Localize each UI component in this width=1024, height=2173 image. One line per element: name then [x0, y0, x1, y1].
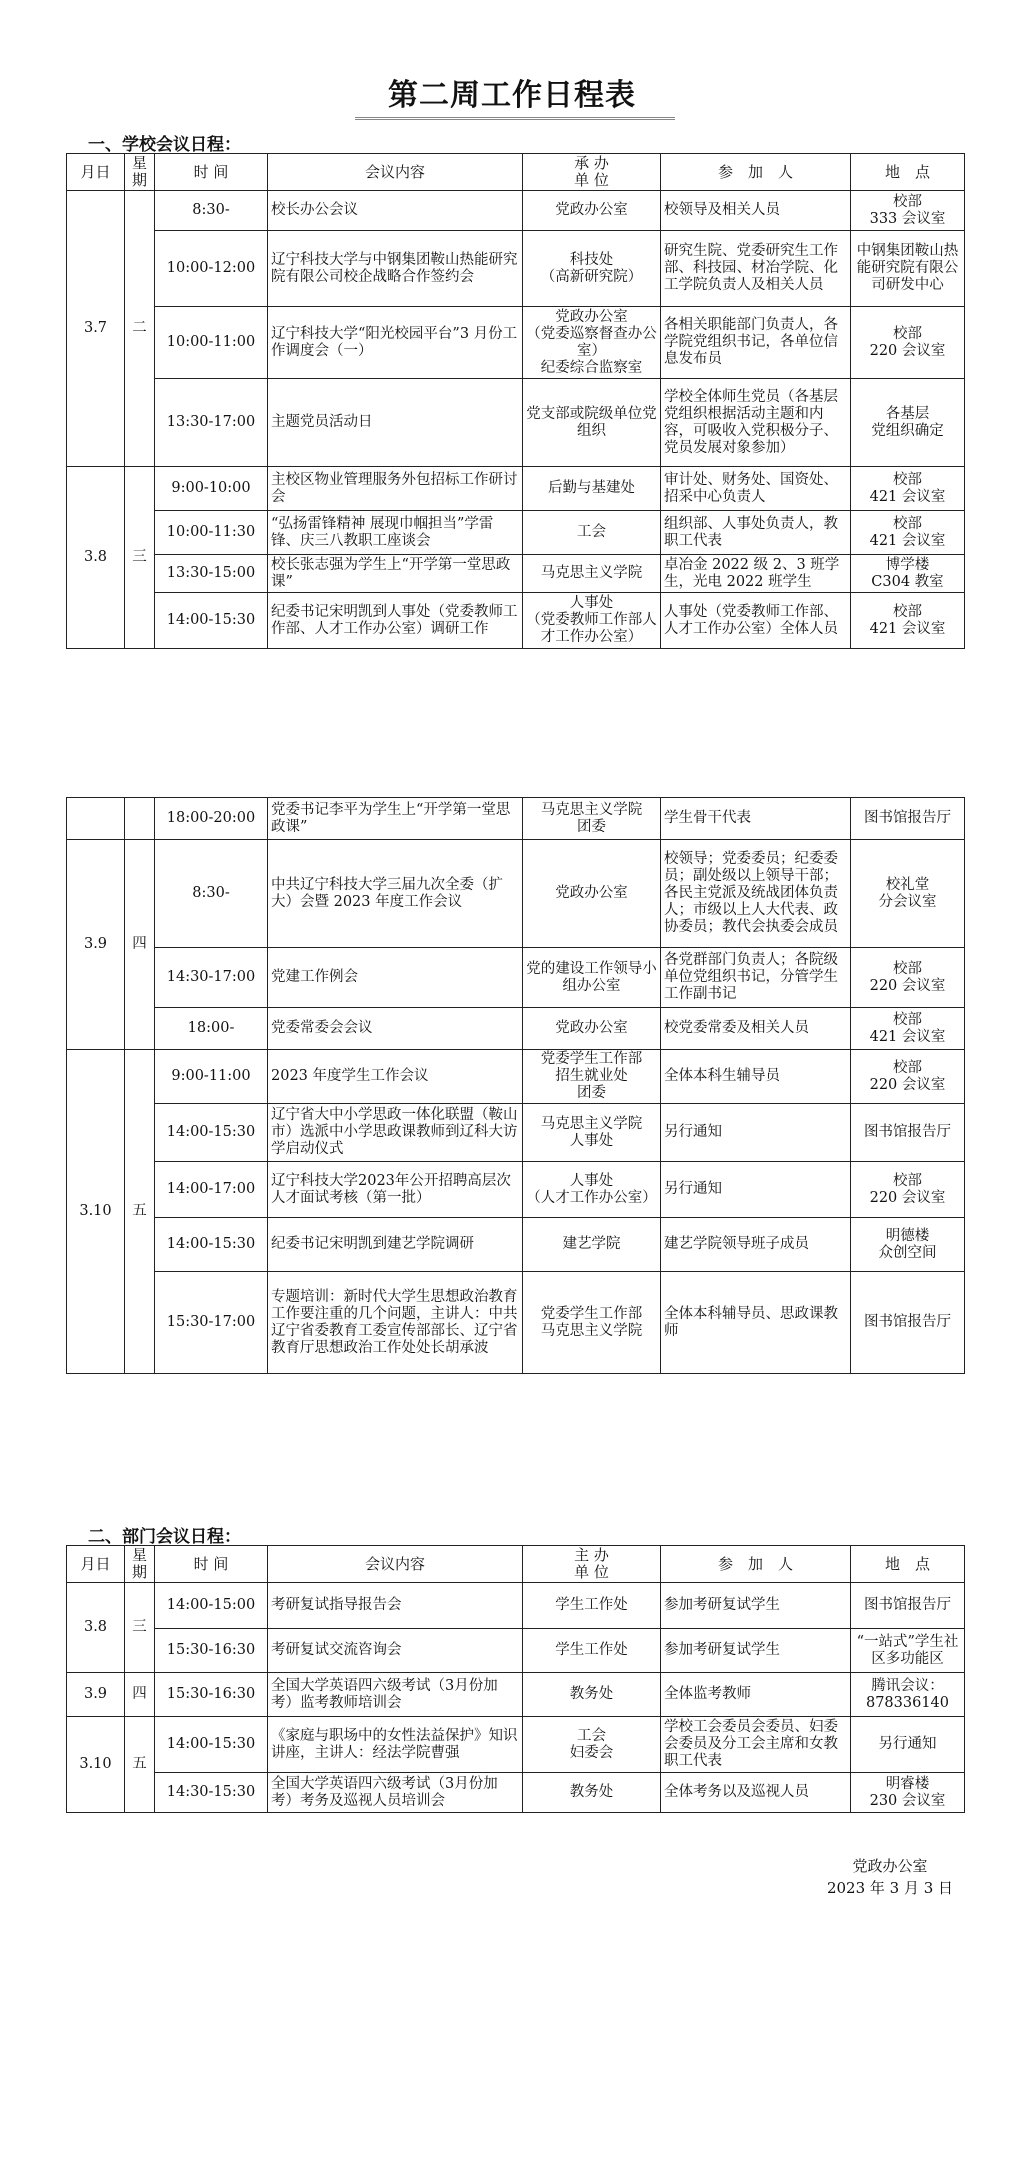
- department-meeting-table: [66, 1545, 965, 1813]
- meeting-content-cell: 辽宁科技大学与中钢集团鞍山热能研究院有限公司校企战略合作签约会: [268, 231, 523, 307]
- location-cell: 校部 421 会议室: [851, 1008, 965, 1050]
- table-header-row: [67, 1546, 965, 1583]
- date-cell: 3.8: [67, 467, 125, 649]
- meeting-content-cell: 中共辽宁科技大学三届九次全委（扩大）会暨 2023 年度工作会议: [268, 840, 523, 948]
- attendees-cell: 卓冶金 2022 级 2、3 班学生，光电 2022 班学生: [661, 555, 851, 593]
- meeting-content-cell: “弘扬雷锋精神 展现巾帼担当”学雷锋、庆三八教职工座谈会: [268, 511, 523, 555]
- attendees-cell: 人事处（党委教师工作部、人才工作办公室）全体人员: [661, 593, 851, 649]
- time-cell: 14:00-15:00: [155, 1583, 268, 1629]
- meeting-content-cell: 主校区物业管理服务外包招标工作研讨会: [268, 467, 523, 511]
- time-cell: 14:30-15:30: [155, 1773, 268, 1813]
- attendees-cell: 全体考务以及巡视人员: [661, 1773, 851, 1813]
- location-cell: “一站式”学生社区多功能区: [851, 1629, 965, 1673]
- weekday-cell: 四: [125, 840, 155, 1050]
- organizer-cell: 党政办公室: [523, 191, 661, 231]
- location-cell: 校部 421 会议室: [851, 467, 965, 511]
- header-content: 会议内容: [268, 154, 523, 191]
- attendees-cell: 研究生院、党委研究生工作部、科技园、材冶学院、化工学院负责人及相关人员: [661, 231, 851, 307]
- meeting-content-cell: 考研复试指导报告会: [268, 1583, 523, 1629]
- location-cell: 腾讯会议： 878336140: [851, 1673, 965, 1717]
- location-cell: 图书馆报告厅: [851, 1272, 965, 1374]
- attendees-cell: 参加考研复试学生: [661, 1583, 851, 1629]
- time-cell: 14:00-15:30: [155, 593, 268, 649]
- header-time: 时 间: [155, 154, 268, 191]
- date-cell: 3.10: [67, 1050, 125, 1374]
- section-heading-school: 一、学校会议日程：: [88, 135, 241, 155]
- location-cell: 图书馆报告厅: [851, 1583, 965, 1629]
- page-title: 第二周工作日程表: [388, 78, 636, 113]
- date-cell: 3.8: [67, 1583, 125, 1673]
- time-cell: 8:30-: [155, 840, 268, 948]
- organizer-cell: 学生工作处: [523, 1629, 661, 1673]
- attendees-cell: 学生骨干代表: [661, 798, 851, 840]
- location-cell: 各基层 党组织确定: [851, 379, 965, 467]
- table-row: [67, 593, 965, 649]
- attendees-cell: 校党委常委及相关人员: [661, 1008, 851, 1050]
- table-row: [67, 1050, 965, 1104]
- meeting-content-cell: 辽宁科技大学2023年公开招聘高层次人才面试考核（第一批）: [268, 1162, 523, 1218]
- time-cell: 14:00-15:30: [155, 1104, 268, 1162]
- attendees-cell: 全体本科辅导员、思政课教师: [661, 1272, 851, 1374]
- table-row: [67, 1218, 965, 1272]
- organizer-cell: 党政办公室: [523, 840, 661, 948]
- time-cell: 14:00-15:30: [155, 1717, 268, 1773]
- meeting-content-cell: 考研复试交流咨询会: [268, 1629, 523, 1673]
- organizer-cell: 党支部或院级单位党组织: [523, 379, 661, 467]
- header-location: 地 点: [851, 1546, 965, 1583]
- meeting-content-cell: 辽宁科技大学“阳光校园平台”3 月份工作调度会（一）: [268, 307, 523, 379]
- table-row: [67, 1717, 965, 1773]
- attendees-cell: 参加考研复试学生: [661, 1629, 851, 1673]
- time-cell: 9:00-11:00: [155, 1050, 268, 1104]
- table-row: [67, 307, 965, 379]
- weekday-cell: 三: [125, 467, 155, 649]
- organizer-cell: 党的建设工作领导小组办公室: [523, 948, 661, 1008]
- weekday-cell: 三: [125, 1583, 155, 1673]
- meeting-content-cell: 全国大学英语四六级考试（3月份加考）监考教师培训会: [268, 1673, 523, 1717]
- attendees-cell: 全体本科生辅导员: [661, 1050, 851, 1104]
- date-cell: [67, 798, 125, 840]
- attendees-cell: 审计处、财务处、国资处、招采中心负责人: [661, 467, 851, 511]
- school-meeting-table: [66, 153, 965, 649]
- meeting-content-cell: 主题党员活动日: [268, 379, 523, 467]
- organizer-cell: 党委学生工作部 招生就业处 团委: [523, 1050, 661, 1104]
- date-cell: 3.7: [67, 191, 125, 467]
- location-cell: 校部 333 会议室: [851, 191, 965, 231]
- time-cell: 14:30-17:00: [155, 948, 268, 1008]
- time-cell: 9:00-10:00: [155, 467, 268, 511]
- attendees-cell: 全体监考教师: [661, 1673, 851, 1717]
- header-location: 地 点: [851, 154, 965, 191]
- table-row: [67, 1673, 965, 1717]
- table-row: [67, 191, 965, 231]
- time-cell: 10:00-11:30: [155, 511, 268, 555]
- location-cell: 博学楼 C304 教室: [851, 555, 965, 593]
- location-cell: 校部 421 会议室: [851, 511, 965, 555]
- header-content: 会议内容: [268, 1546, 523, 1583]
- meeting-content-cell: 纪委书记宋明凯到建艺学院调研: [268, 1218, 523, 1272]
- organizer-cell: 后勤与基建处: [523, 467, 661, 511]
- organizer-cell: 建艺学院: [523, 1218, 661, 1272]
- organizer-cell: 马克思主义学院 人事处: [523, 1104, 661, 1162]
- table-row: [67, 511, 965, 555]
- organizer-cell: 工会: [523, 511, 661, 555]
- time-cell: 15:30-17:00: [155, 1272, 268, 1374]
- attendees-cell: 组织部、人事处负责人，教职工代表: [661, 511, 851, 555]
- date-cell: 3.10: [67, 1717, 125, 1813]
- time-cell: 15:30-16:30: [155, 1629, 268, 1673]
- location-cell: 校部 421 会议室: [851, 593, 965, 649]
- attendees-cell: 各相关职能部门负责人，各学院党组织书记，各单位信息发布员: [661, 307, 851, 379]
- weekday-cell: 二: [125, 191, 155, 467]
- organizer-cell: 工会 妇委会: [523, 1717, 661, 1773]
- table-row: [67, 1162, 965, 1218]
- table-row: [67, 231, 965, 307]
- organizer-cell: 教务处: [523, 1673, 661, 1717]
- meeting-content-cell: 校长办公会议: [268, 191, 523, 231]
- meeting-content-cell: 全国大学英语四六级考试（3月份加考）考务及巡视人员培训会: [268, 1773, 523, 1813]
- location-cell: 校部 220 会议室: [851, 1050, 965, 1104]
- organizer-cell: 党政办公室 （党委巡察督查办公室） 纪委综合监察室: [523, 307, 661, 379]
- time-cell: 10:00-12:00: [155, 231, 268, 307]
- attendees-cell: 学校工会委员会委员、妇委会委员及分工会主席和女教职工代表: [661, 1717, 851, 1773]
- table-row: [67, 1629, 965, 1673]
- location-cell: 另行通知: [851, 1717, 965, 1773]
- table-row: [67, 467, 965, 511]
- time-cell: 14:00-15:30: [155, 1218, 268, 1272]
- time-cell: 14:00-17:00: [155, 1162, 268, 1218]
- attendees-cell: 建艺学院领导班子成员: [661, 1218, 851, 1272]
- time-cell: 15:30-16:30: [155, 1673, 268, 1717]
- time-cell: 8:30-: [155, 191, 268, 231]
- header-attendees: 参 加 人: [661, 1546, 851, 1583]
- header-date: 月日: [67, 1546, 125, 1583]
- time-cell: 10:00-11:00: [155, 307, 268, 379]
- issuer-office: 党政办公室: [852, 1857, 928, 1875]
- attendees-cell: 学校全体师生党员（各基层党组织根据活动主题和内容，可吸收入党积极分子、党员发展对象参加）: [661, 379, 851, 467]
- location-cell: 中钢集团鞍山热能研究院有限公司研发中心: [851, 231, 965, 307]
- table-row: [67, 948, 965, 1008]
- table-row: [67, 1104, 965, 1162]
- meeting-content-cell: 党建工作例会: [268, 948, 523, 1008]
- attendees-cell: 校领导及相关人员: [661, 191, 851, 231]
- location-cell: 校部 220 会议室: [851, 1162, 965, 1218]
- header-attendees: 参 加 人: [661, 154, 851, 191]
- meeting-content-cell: 《家庭与职场中的女性法益保护》知识讲座，主讲人：经法学院曹强: [268, 1717, 523, 1773]
- meeting-content-cell: 2023 年度学生工作会议: [268, 1050, 523, 1104]
- location-cell: 图书馆报告厅: [851, 798, 965, 840]
- header-date: 月日: [67, 154, 125, 191]
- location-cell: 图书馆报告厅: [851, 1104, 965, 1162]
- table-row: [67, 1272, 965, 1374]
- organizer-cell: 党政办公室: [523, 1008, 661, 1050]
- location-cell: 校礼堂 分会议室: [851, 840, 965, 948]
- weekday-cell: [125, 798, 155, 840]
- meeting-content-cell: 党委常委会会议: [268, 1008, 523, 1050]
- attendees-cell: 校领导；党委委员；纪委委员；副处级以上领导干部；各民主党派及统战团体负责人；市级以上人大代表、政协委员；教代会执委会成员: [661, 840, 851, 948]
- time-cell: 18:00-20:00: [155, 798, 268, 840]
- attendees-cell: 各党群部门负责人；各院级单位党组织书记，分管学生工作副书记: [661, 948, 851, 1008]
- table-row: [67, 1008, 965, 1050]
- location-cell: 明睿楼 230 会议室: [851, 1773, 965, 1813]
- meeting-content-cell: 专题培训：新时代大学生思想政治教育工作要注重的几个问题，主讲人：中共辽宁省委教育工委宣传部部长、辽宁省教育厅思想政治工作处处长胡承波: [268, 1272, 523, 1374]
- meeting-content-cell: 纪委书记宋明凯到人事处（党委教师工作部、人才工作办公室）调研工作: [268, 593, 523, 649]
- header-weekday: 星 期: [125, 154, 155, 191]
- meeting-content-cell: 校长张志强为学生上“开学第一堂思政课”: [268, 555, 523, 593]
- title-underline: [355, 117, 675, 120]
- time-cell: 13:30-17:00: [155, 379, 268, 467]
- date-cell: 3.9: [67, 840, 125, 1050]
- weekday-cell: 五: [125, 1717, 155, 1813]
- weekday-cell: 五: [125, 1050, 155, 1374]
- organizer-cell: 科技处 （高新研究院）: [523, 231, 661, 307]
- issue-date: 2023 年 3 月 3 日: [826, 1879, 954, 1897]
- meeting-content-cell: 辽宁省大中小学思政一体化联盟（鞍山市）选派中小学思政课教师到辽科大访学启动仪式: [268, 1104, 523, 1162]
- organizer-cell: 马克思主义学院: [523, 555, 661, 593]
- table-row: [67, 798, 965, 840]
- weekday-cell: 四: [125, 1673, 155, 1717]
- header-weekday: 星 期: [125, 1546, 155, 1583]
- table-row: [67, 1773, 965, 1813]
- header-organizer: 主 办 单 位: [523, 1546, 661, 1583]
- organizer-cell: 马克思主义学院 团委: [523, 798, 661, 840]
- attendees-cell: 另行通知: [661, 1162, 851, 1218]
- header-organizer: 承 办 单 位: [523, 154, 661, 191]
- location-cell: 校部 220 会议室: [851, 307, 965, 379]
- organizer-cell: 党委学生工作部 马克思主义学院: [523, 1272, 661, 1374]
- organizer-cell: 人事处 （人才工作办公室）: [523, 1162, 661, 1218]
- organizer-cell: 学生工作处: [523, 1583, 661, 1629]
- attendees-cell: 另行通知: [661, 1104, 851, 1162]
- location-cell: 校部 220 会议室: [851, 948, 965, 1008]
- date-cell: 3.9: [67, 1673, 125, 1717]
- time-cell: 18:00-: [155, 1008, 268, 1050]
- table-header-row: [67, 154, 965, 191]
- header-time: 时 间: [155, 1546, 268, 1583]
- location-cell: 明德楼 众创空间: [851, 1218, 965, 1272]
- section-heading-department: 二、部门会议日程：: [88, 1527, 241, 1547]
- table-row: [67, 379, 965, 467]
- organizer-cell: 人事处 （党委教师工作部人才工作办公室）: [523, 593, 661, 649]
- table-row: [67, 840, 965, 948]
- meeting-content-cell: 党委书记李平为学生上“开学第一堂思政课”: [268, 798, 523, 840]
- organizer-cell: 教务处: [523, 1773, 661, 1813]
- table-row: [67, 555, 965, 593]
- table-row: [67, 1583, 965, 1629]
- school-meeting-table-continued: [66, 797, 965, 1374]
- time-cell: 13:30-15:00: [155, 555, 268, 593]
